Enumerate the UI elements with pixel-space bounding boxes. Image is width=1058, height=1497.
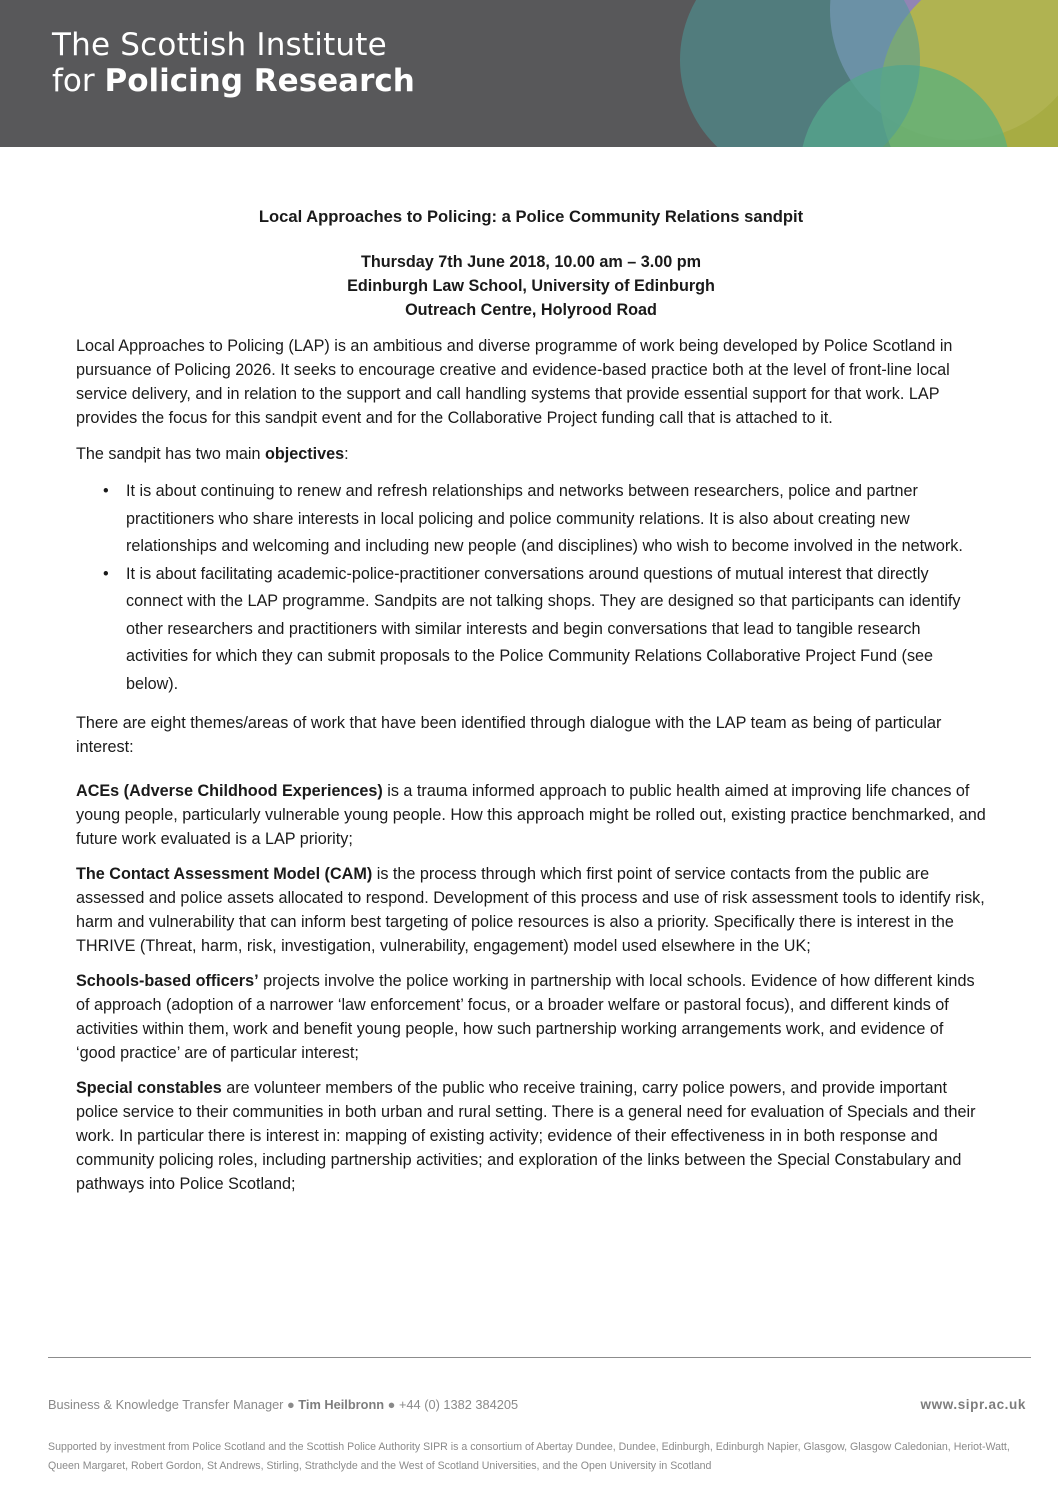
event-details <box>76 250 986 322</box>
contact-separator: ● <box>283 1397 299 1412</box>
list-item <box>103 478 986 561</box>
contact-separator: ● <box>384 1397 399 1412</box>
organisation-logo-text <box>52 28 415 99</box>
header-banner <box>0 0 1058 147</box>
document-body <box>76 205 986 1207</box>
intro-paragraph: Local Approaches to Policing (LAP) is an ambitious and diverse programme of work being developed by Police Scotland in pursuance of Policing 2026. It seeks to encourage creative and evidence-based practice both at the level of front-line local service delivery, and in relation to the support and call handling systems that provide essential support for that work. LAP provides the focus for this sandpit event and for the Collaborative Project funding call that is attached to it. <box>76 337 953 427</box>
circle-teal <box>680 0 920 147</box>
bullet-icon: • <box>103 482 109 500</box>
org-name-line2 <box>52 64 415 100</box>
footer-contact-line <box>48 1397 1026 1412</box>
theme-heading: Special constables <box>76 1079 222 1097</box>
footer-divider <box>48 1357 1031 1358</box>
objective-text: It is about facilitating academic-police-practitioner conversations around questions of mutual interest that directly connect with the LAP programme. Sandpits are not talking shops. They are designed so that participants can identify other researchers and practitioners with similar interests and begin conversations that lead to tangible research activities for which they can submit proposals to the Police Community Relations Collaborative Project Fund (see below). <box>126 564 961 693</box>
theme-heading: ACEs (Adverse Childhood Experiences) <box>76 782 383 800</box>
theme-heading: The Contact Assessment Model (CAM) <box>76 865 373 883</box>
theme-text: is a trauma informed approach to public health aimed at improving life chances of young people, particularly vulnerable young people. How this approach might be rolled out, existing practice benchmarked, and future work evaluated is a LAP priority; <box>76 782 986 848</box>
event-date: Thursday 7th June 2018, 10.00 am – 3.00 pm <box>360 253 702 271</box>
org-name-line2-bold: Policing Research <box>104 62 415 99</box>
theme-paragraph-specials <box>76 1076 986 1196</box>
objectives-keyword: objectives <box>264 445 345 463</box>
theme-text: is the process through which first point of service contacts from the public are assessed and police assets allocated to respond. Development of this process and use of risk assessment tools to identify risk, harm and vulnerability that can inform best targeting of police resources is also a priority. Specifically there is interest in the THRIVE (Threat, harm, risk, investigation, vulnerability, engagement) model used elsewhere in the UK; <box>76 865 985 955</box>
theme-paragraph-aces <box>76 779 986 851</box>
theme-heading: Schools-based officers’ <box>76 972 259 990</box>
org-name-line2-prefix: for <box>52 62 105 99</box>
website-link[interactable]: www.sipr.ac.uk <box>920 1397 1026 1412</box>
objectives-colon: : <box>344 445 349 463</box>
event-room: Outreach Centre, Holyrood Road <box>405 301 657 319</box>
event-venue: Edinburgh Law School, University of Edinburgh <box>347 277 715 295</box>
theme-paragraph-cam <box>76 862 986 958</box>
theme-text: are volunteer members of the public who receive training, carry police powers, and provide important police service to their communities in both urban and rural setting. There is a general need for evaluation of Specials and their work. In particular there is interest in: mapping of existing activity; evidence of their effectiveness in in both response and community policing roles, including partnership activities; and exploration of the links between the Special Constabulary and pathways into Police Scotland; <box>76 1079 976 1193</box>
objectives-list <box>76 478 986 698</box>
theme-text: projects involve the police working in partnership with local schools. Evidence of how different kinds of approach (adoption of a narrower ‘law enforcement’ focus, or a broader welfare or pastoral focus), and different kinds of activities within them, work and benefit young people, how such partnership working arrangements work, and evidence of ‘good practice’ are of particular interest; <box>76 972 975 1062</box>
org-name-line1: The Scottish Institute <box>52 27 387 63</box>
footer-support-text: Supported by investment from Police Scotland and the Scottish Police Authority SIPR is a consortium of Abertay Dundee, Dundee, Edinburgh, Edinburgh Napier, Glasgow, Glasgow Caledonian, Heriot-Watt, Queen Margaret, Robert Gordon, St Andrews, Stirling, Strathclyde and the West of Scotland Universities, and the Open University in Scotland <box>48 1441 1010 1472</box>
contact-name: Tim Heilbronn <box>298 1397 385 1412</box>
theme-paragraph-schools <box>76 969 986 1065</box>
contact-phone: +44 (0) 1382 384205 <box>398 1397 519 1412</box>
list-item <box>103 561 986 699</box>
themes-intro-paragraph: There are eight themes/areas of work that have been identified through dialogue with the LAP team as being of particular interest: <box>76 714 942 756</box>
bullet-icon: • <box>103 564 109 583</box>
objectives-lead-text: The sandpit has two main <box>76 445 265 463</box>
objective-text: It is about continuing to renew and refresh relationships and networks between researchers, police and partner practitioners who share interests in local policing and police community relations. It is also about creating new relationships and welcoming and including new people (and disciplines) who wish to become involved in the network. <box>126 482 963 555</box>
document-title: Local Approaches to Policing: a Police Community Relations sandpit <box>258 207 804 226</box>
contact-role: Business & Knowledge Transfer Manager <box>48 1397 284 1412</box>
objectives-lead-paragraph <box>76 442 986 466</box>
